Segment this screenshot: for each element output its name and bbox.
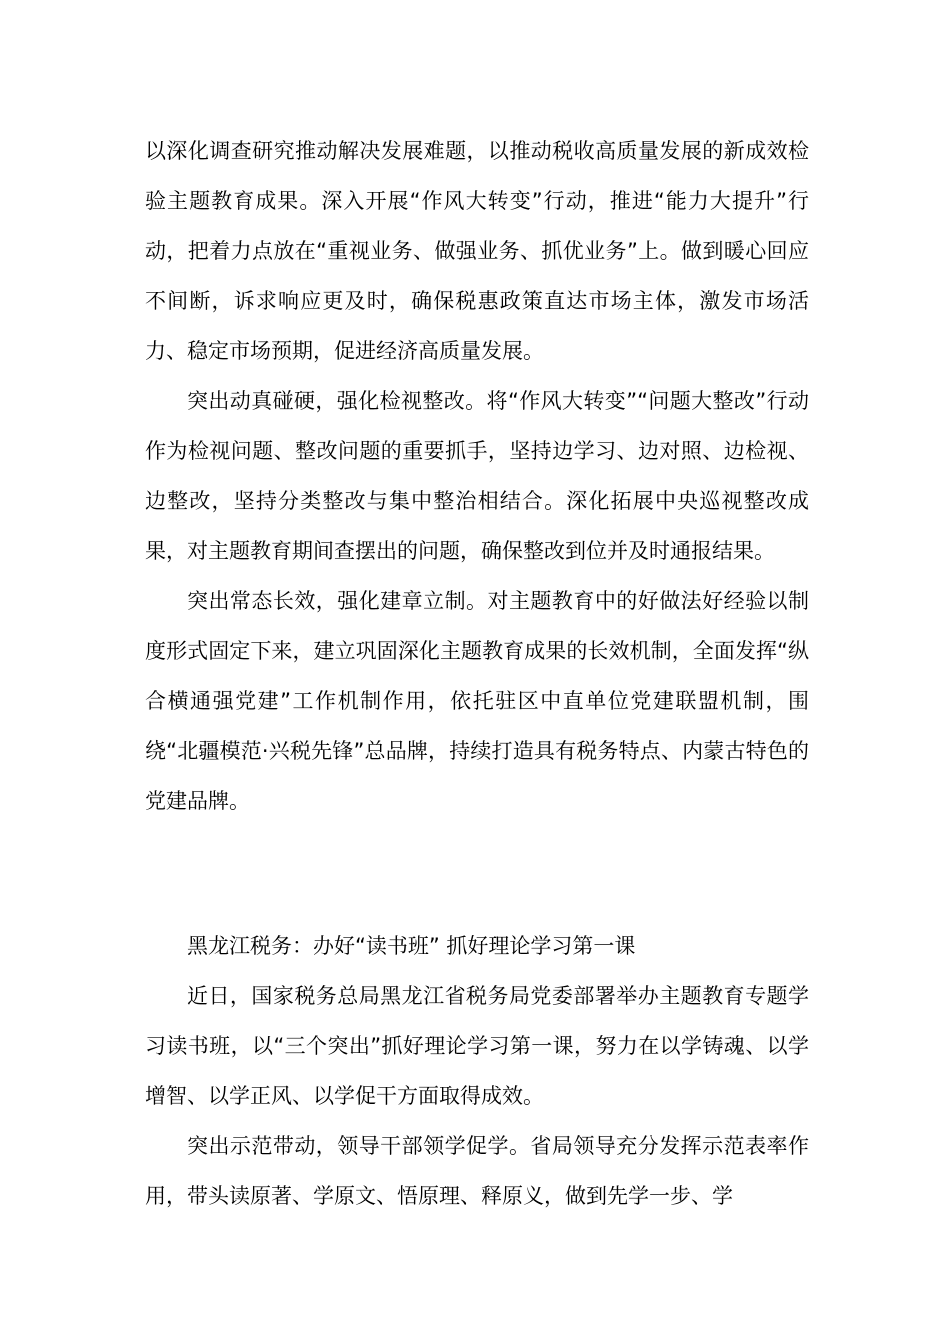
paragraph-reading-class-intro: 近日，国家税务总局黑龙江省税务局党委部署举办主题教育专题学习读书班，以“三个突出”抓好理论学习第一课，努力在以学铸魂、以学增智、以学正风、以学促干方面取得成效。 [145,984,809,1108]
section-title: 黑龙江税务：办好“读书班” 抓好理论学习第一课 [187,934,636,958]
paragraph-leaders-example: 突出示范带动，领导干部领学促学。省局领导充分发挥示范表率作用，带头读原著、学原文、悟原理、释原义，做到先学一步、学 [145,1134,809,1208]
paragraph-inspection-rectification: 突出动真碰硬，强化检视整改。将“作风大转变”“问题大整改”行动作为检视问题、整改问题的重要抓手，坚持边学习、边对照、边检视、边整改，坚持分类整改与集中整治相结合。深化拓展中央巡视整改成果，对主题教育期间查摆出的问题，确保整改到位并及时通报结果。 [145,389,809,563]
paragraph-institution-building: 突出常态长效，强化建章立制。对主题教育中的好做法好经验以制度形式固定下来，建立巩固深化主题教育成果的长效机制，全面发挥“纵合横通强党建”工作机制作用，依托驻区中直单位党建联盟机制，围绕“北疆模范·兴税先锋”总品牌，持续打造具有税务特点、内蒙古特色的党建品牌。 [145,589,809,813]
paragraph-continuation: 以深化调查研究推动解决发展难题，以推动税收高质量发展的新成效检验主题教育成果。深入开展“作风大转变”行动，推进“能力大提升”行动，把着力点放在“重视业务、做强业务、抓优业务”上。做到暖心回应不间断，诉求响应更及时，确保税惠政策直达市场主体，激发市场活力、稳定市场预期，促进经济高质量发展。 [145,139,809,363]
bottom-text-block [145,921,809,1221]
top-text-block [145,126,809,826]
